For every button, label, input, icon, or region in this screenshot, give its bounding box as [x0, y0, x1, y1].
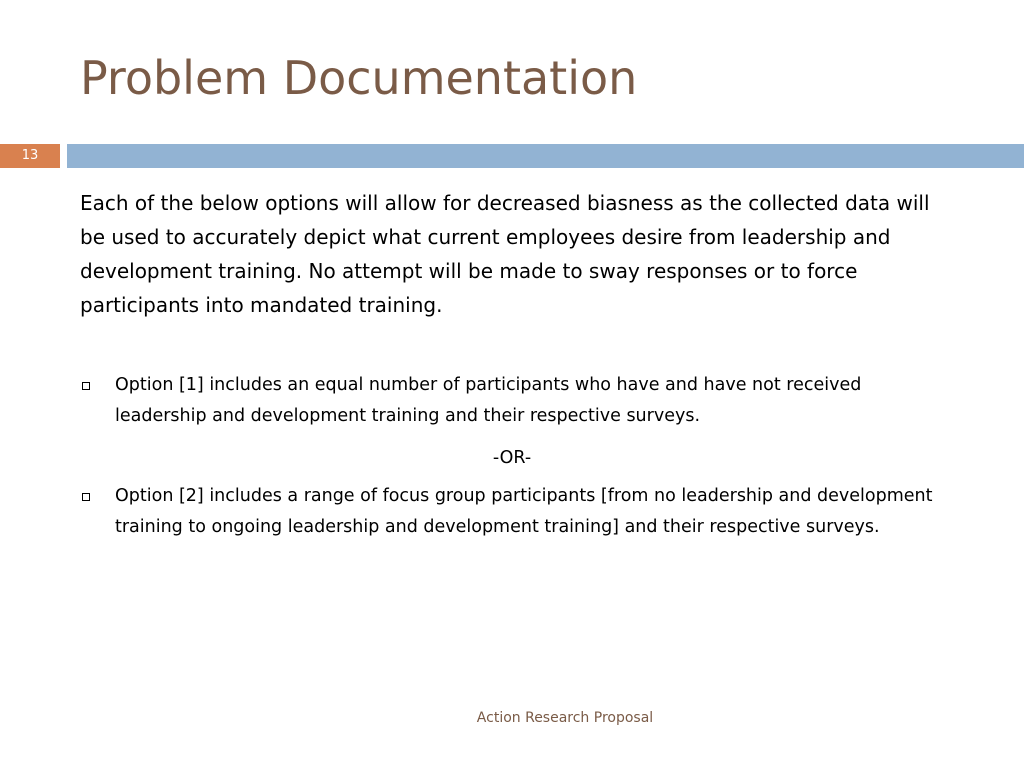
intro-paragraph: Each of the below options will allow for decreased biasness as the collected data will be used to accurately depict what current employees desire from leadership and development training. No attempt will be made to sway responses or to force participants into mandated training. [80, 191, 930, 317]
option-item-2 [80, 481, 950, 577]
header-bar [67, 144, 1024, 168]
option-text-2: Option [2] includes a range of focus group participants [from no leadership and development training to ongoing leadership and development training] and their respective surveys. [115, 486, 933, 537]
slide-title: Problem Documentation [80, 51, 638, 105]
or-separator: -OR- [492, 448, 532, 468]
option-item-1 [80, 370, 950, 434]
square-bullet-icon [82, 382, 90, 390]
slide-number: 13 [0, 144, 60, 168]
option-text-1: Option [1] includes an equal number of participants who have and have not received leadership and development training and their respective surveys. [115, 375, 862, 426]
footer-text: Action Research Proposal [476, 710, 654, 726]
square-bullet-icon [82, 493, 90, 501]
